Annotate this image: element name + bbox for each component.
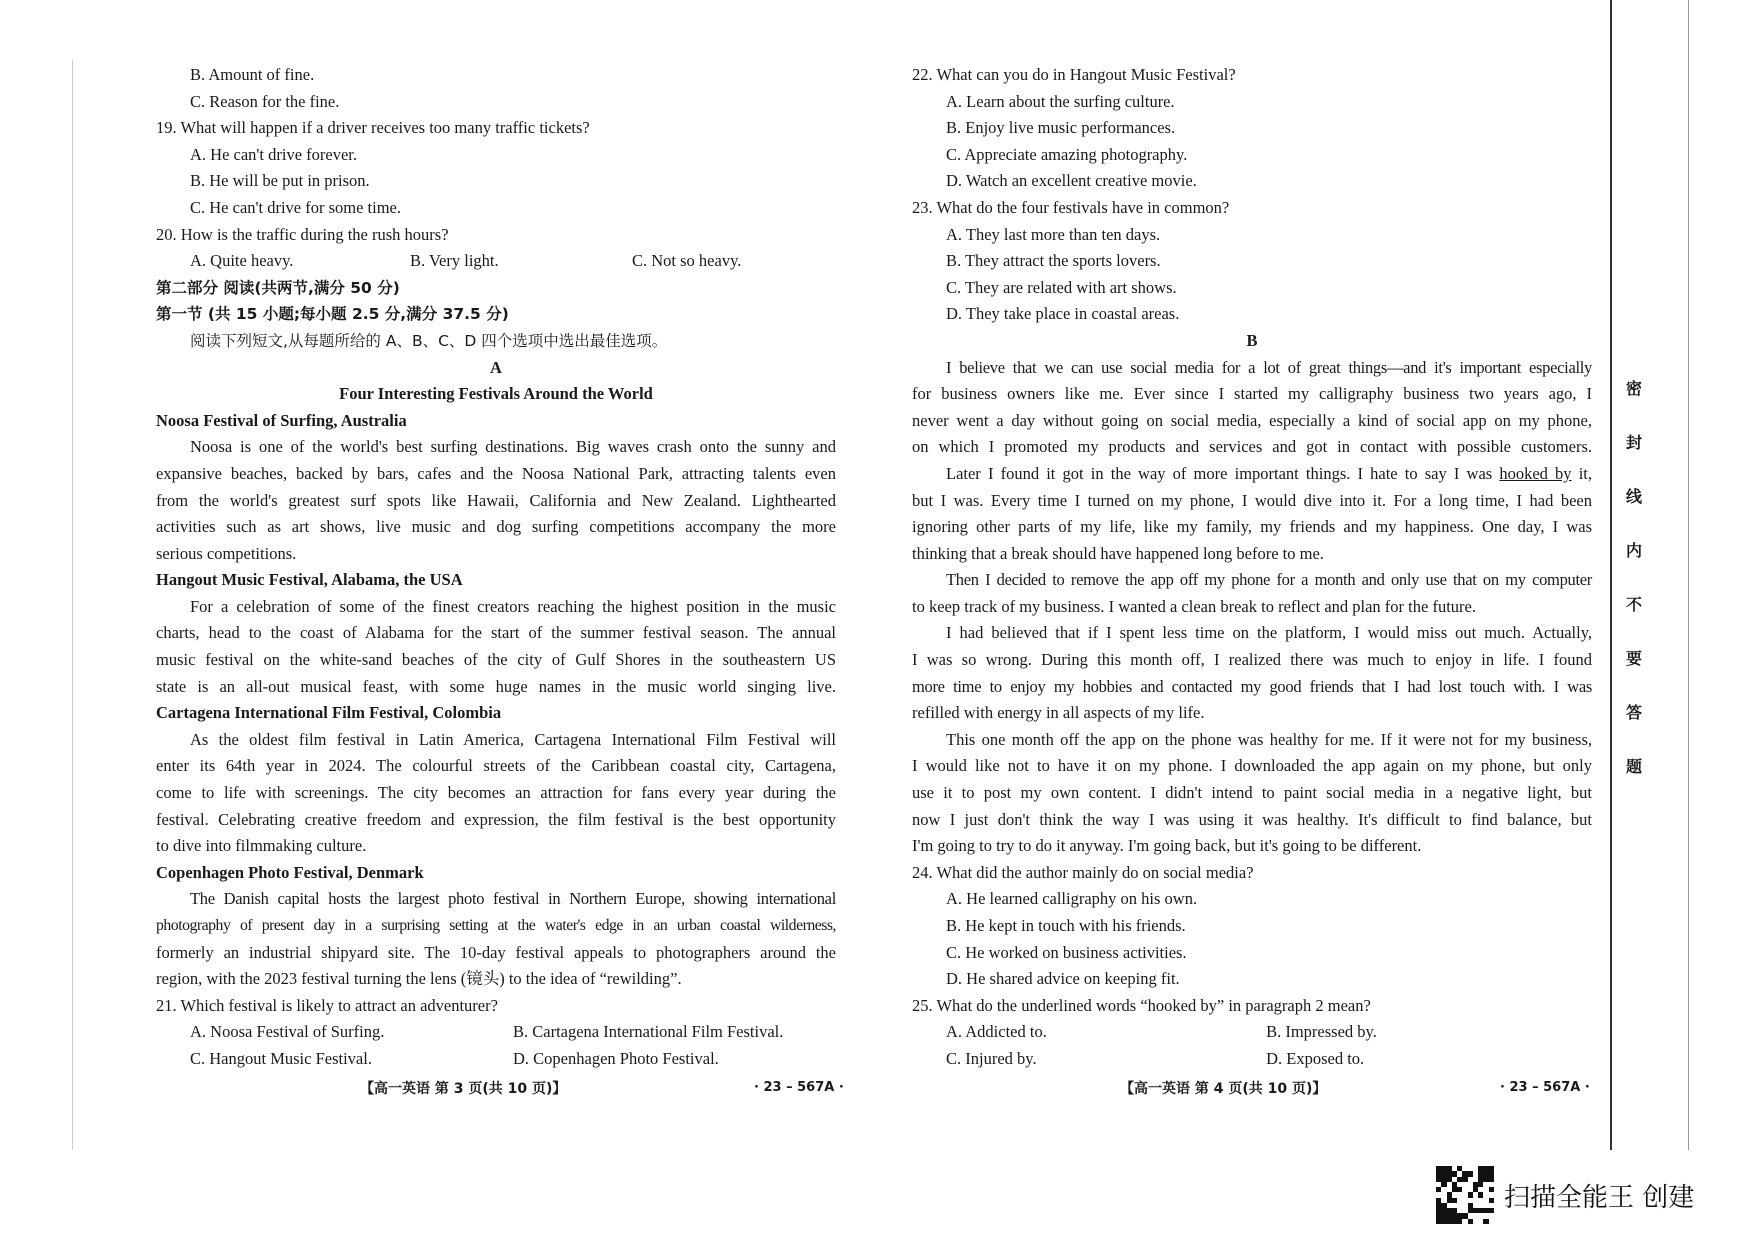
paragraph-line: charts, head to the coast of Alabama for the start of the summer festival season. The annual <box>156 623 836 643</box>
page-code-right: · 23 – 567A · <box>1500 1080 1590 1095</box>
seal-char: 内 <box>1625 541 1642 560</box>
paragraph-line: to dive into filmmaking culture. <box>156 836 367 856</box>
paragraph-line: on which I promoted my products and services and got in contact with possible customers. <box>912 437 1592 457</box>
q20-option-c: C. Not so heavy. <box>632 251 742 271</box>
watermark-text: 扫描全能王 创建 <box>1504 1182 1695 1213</box>
paragraph-line: never went a day without going on social media, especially a kind of social app on my phone, <box>912 410 1592 430</box>
paragraph-line: enter its 64th year in 2024. The colourful streets of the Caribbean coastal city, Cartagena, <box>156 756 836 776</box>
q21-options-row-2 <box>156 1046 836 1073</box>
q24-option-b: B. He kept in touch with his friends. <box>946 916 1186 935</box>
festival-heading-cartagena: Cartagena International Film Festival, Colombia <box>156 703 502 723</box>
seal-char: 题 <box>1625 757 1642 776</box>
paragraph-line: serious competitions. <box>156 543 297 563</box>
paragraph-line: thinking that a break should have happened long before to me. <box>912 543 1324 563</box>
qr-code-icon <box>1436 1166 1494 1224</box>
text-segment: Later I found it got in the way of more important things. I hate to say I was <box>946 463 1500 483</box>
question-21: 21. Which festival is likely to attract an adventurer? <box>156 995 498 1015</box>
q18-option-c: C. Reason for the fine. <box>190 91 340 111</box>
q22-option-a: A. Learn about the surfing culture. <box>946 91 1175 111</box>
q25-options-row-2 <box>912 1046 1592 1073</box>
paragraph-line: The Danish capital hosts the largest photo festival in Northern Europe, showing international <box>190 889 836 909</box>
question-23: 23. What do the four festivals have in common? <box>912 197 1230 217</box>
q19-option-b: B. He will be put in prison. <box>190 171 370 191</box>
q21-option-b: B. Cartagena International Film Festival. <box>513 1022 784 1042</box>
page-edge-line-left <box>72 60 73 1150</box>
paragraph-line: expansive beaches, backed by bars, cafes and the Noosa National Park, attracting talents even <box>156 463 836 483</box>
paragraph-line: ignoring other parts of my life, like my family, my friends and my happiness. One day, I was <box>912 517 1592 537</box>
section-1-heading: 第一节 (共 15 小题;每小题 2.5 分,满分 37.5 分) <box>156 305 509 324</box>
scanner-watermark <box>1436 1166 1694 1224</box>
paragraph-line: to keep track of my business. I wanted a clean break to reflect and plan for the future. <box>912 596 1476 616</box>
q19-option-c: C. He can't drive for some time. <box>190 197 401 217</box>
paragraph-line: from the world's greatest surf spots like Hawaii, California and New Zealand. Lighthearted <box>156 490 836 510</box>
right-page <box>912 62 1592 1073</box>
paragraph-line: As the oldest film festival in Latin America, Cartagena International Film Festival will <box>190 729 836 749</box>
paragraph-line: photography of present day in a surprising setting at the water's edge in an urban coastal wilderness, <box>156 917 836 934</box>
paragraph-line: region, with the 2023 festival turning the lens (镜头) to the idea of “rewilding”. <box>156 969 682 989</box>
paragraph-line: formerly an industrial shipyard site. The 10-day festival appeals to photographers around the <box>156 942 836 962</box>
seal-char: 要 <box>1625 649 1642 668</box>
paragraph-line: but I was. Every time I turned on my phone, I would dive into it. For a long time, I had been <box>912 490 1592 510</box>
q24-option-c: C. He worked on business activities. <box>946 942 1187 962</box>
q23-option-c: C. They are related with art shows. <box>946 277 1177 297</box>
q20-option-a: A. Quite heavy. <box>190 251 294 271</box>
paragraph-line: Noosa is one of the world's best surfing destinations. Big waves crash onto the sunny and <box>190 437 836 457</box>
paragraph-line: activities such as art shows, live music and dog surfing competitions accompany the more <box>156 517 836 537</box>
q25-option-b: B. Impressed by. <box>1266 1022 1377 1042</box>
q25-option-a: A. Addicted to. <box>946 1022 1047 1042</box>
q20-options <box>156 248 836 275</box>
question-20: 20. How is the traffic during the rush hours? <box>156 224 449 244</box>
q23-option-d: D. They take place in coastal areas. <box>946 304 1180 324</box>
page-footer-left: 【高一英语 第 3 页(共 10 页)】 <box>360 1081 567 1097</box>
seal-char: 封 <box>1625 433 1642 452</box>
reading-instruction: 阅读下列短文,从每题所给的 A、B、C、D 四个选项中选出最佳选项。 <box>190 331 668 350</box>
paragraph-line: now I just don't think the way I was using it was healthy. It's difficult to find balance, but <box>912 809 1592 829</box>
question-19: 19. What will happen if a driver receives too many traffic tickets? <box>156 118 590 138</box>
paragraph-line: For a celebration of some of the finest creators reaching the highest position in the music <box>190 596 836 616</box>
part-2-heading: 第二部分 阅读(共两节,满分 50 分) <box>156 278 400 297</box>
question-22: 22. What can you do in Hangout Music Festival? <box>912 65 1236 84</box>
paragraph-line: festival. Celebrating creative freedom and expression, the film festival is the best opportunity <box>156 809 836 829</box>
festival-heading-copenhagen: Copenhagen Photo Festival, Denmark <box>156 862 424 882</box>
paragraph-line: I would like not to have it on my phone. I downloaded the app again on my phone, but only <box>912 756 1592 776</box>
q21-options-row-1 <box>156 1019 836 1046</box>
festival-heading-hangout: Hangout Music Festival, Alabama, the USA <box>156 570 463 590</box>
q22-option-d: D. Watch an excellent creative movie. <box>946 171 1197 191</box>
q21-option-d: D. Copenhagen Photo Festival. <box>513 1048 719 1068</box>
page-edge-line <box>1688 0 1689 1150</box>
seal-char: 线 <box>1625 487 1642 506</box>
q25-option-d: D. Exposed to. <box>1266 1048 1365 1068</box>
q23-option-a: A. They last more than ten days. <box>946 224 1161 244</box>
q23-option-b: B. They attract the sports lovers. <box>946 251 1161 271</box>
q22-option-b: B. Enjoy live music performances. <box>946 118 1176 138</box>
q24-option-a: A. He learned calligraphy on his own. <box>946 889 1198 909</box>
paragraph-line: come to life with screenings. The city becomes an attraction for fans every year during the <box>156 783 836 803</box>
paragraph-line <box>912 461 1592 488</box>
q24-option-d: D. He shared advice on keeping fit. <box>946 969 1180 989</box>
festival-heading-noosa: Noosa Festival of Surfing, Australia <box>156 410 407 430</box>
q21-option-a: A. Noosa Festival of Surfing. <box>190 1022 385 1042</box>
passage-a-title: Four Interesting Festivals Around the World <box>339 384 653 404</box>
page-footer-right: 【高一英语 第 4 页(共 10 页)】 <box>1120 1081 1327 1097</box>
paragraph-line: use it to post my own content. I didn't intend to paint social media in a negative light, but <box>912 783 1592 803</box>
paragraph-line: Then I decided to remove the app off my phone for a month and only use that on my computer <box>946 570 1592 590</box>
binding-border-line <box>1610 0 1612 1150</box>
page-code-left: · 23 – 567A · <box>754 1080 844 1095</box>
q21-option-c: C. Hangout Music Festival. <box>190 1048 372 1068</box>
passage-b-label: B <box>1246 330 1258 350</box>
seal-char: 不 <box>1625 595 1642 614</box>
paragraph-line: I was so wrong. During this month off, I realized there was much to enjoy in life. I found <box>912 650 1592 670</box>
paragraph-line: I'm going to try to do it anyway. I'm going back, but it's going to be different. <box>912 836 1422 856</box>
left-page <box>156 62 836 1073</box>
q18-option-b: B. Amount of fine. <box>190 65 315 84</box>
question-24: 24. What did the author mainly do on social media? <box>912 862 1254 882</box>
text-segment: it, <box>1571 463 1592 483</box>
seal-char: 密 <box>1625 379 1642 398</box>
seal-char: 答 <box>1625 703 1642 722</box>
question-25: 25. What do the underlined words “hooked by” in paragraph 2 mean? <box>912 995 1371 1015</box>
q20-option-b: B. Very light. <box>410 251 499 271</box>
paragraph-line: more time to enjoy my hobbies and contacted my good friends that I had lost touch with. I was <box>912 676 1592 696</box>
paragraph-line: for business owners like me. Ever since I started my calligraphy business two years ago, I <box>912 384 1592 404</box>
paragraph-line: music festival on the white-sand beaches of the city of Gulf Shores in the southeastern US <box>156 650 836 670</box>
paragraph-line: This one month off the app on the phone was healthy for me. If it were not for my business, <box>946 729 1592 749</box>
q25-option-c: C. Injured by. <box>946 1048 1037 1068</box>
paragraph-line: I had believed that if I spent less time on the platform, I would miss out much. Actually, <box>946 623 1592 643</box>
paragraph-line: I believe that we can use social media for a lot of great things—and it's important especially <box>946 357 1592 377</box>
q25-options-row-1 <box>912 1019 1592 1046</box>
passage-a-label: A <box>490 357 502 377</box>
paragraph-line: state is an all-out musical feast, with some huge names in the music world singing live. <box>156 676 836 696</box>
paragraph-line: refilled with energy in all aspects of my life. <box>912 703 1205 723</box>
underlined-words: hooked by <box>1499 463 1572 483</box>
q22-option-c: C. Appreciate amazing photography. <box>946 144 1188 164</box>
q19-option-a: A. He can't drive forever. <box>190 144 357 164</box>
